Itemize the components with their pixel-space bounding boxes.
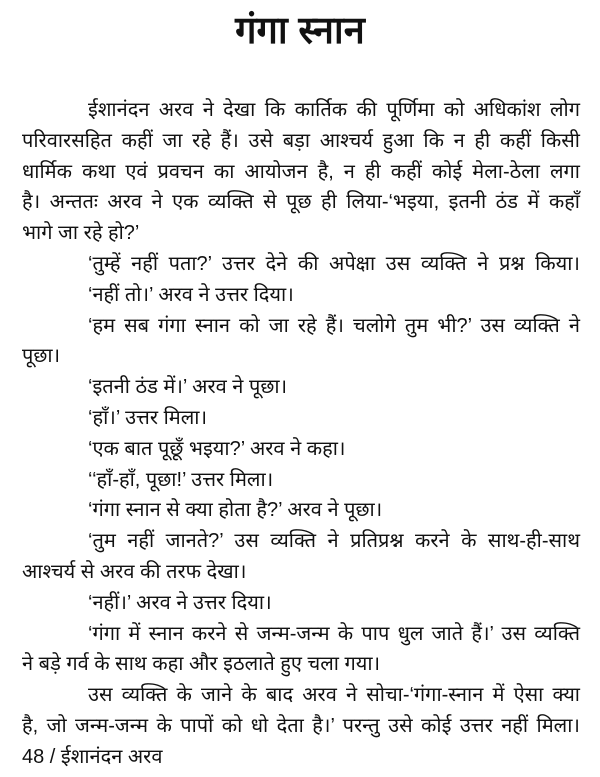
text-line: ‘एक बात पूछूँ भइया?’ अरव ने कहा। xyxy=(88,437,346,460)
text-line: ‘तुम नहीं जानते?’ उस व्यक्ति ने प्रतिप्रश्न करने के साथ-ही-साथ xyxy=(88,530,580,553)
text-line: ‘गंगा स्नान से क्या होता है?’ अरव ने पूछा। xyxy=(88,499,383,522)
text-line: पूछा। xyxy=(22,345,61,368)
text-line: ‘नहीं तो।’ अरव ने उत्तर दिया। xyxy=(88,283,294,306)
text-line: ‘इतनी ठंड में।’ अरव ने पूछा। xyxy=(88,376,288,399)
page-footer: 48 / ईशानंदन अरव xyxy=(22,746,163,768)
text-line: ‘हाँ।’ उत्तर मिला। xyxy=(88,406,208,429)
text-line: ‘गंगा में स्नान करने से जन्म-जन्म के पाप धुल जाते हैं।’ उस व्यक्ति xyxy=(88,622,580,645)
text-line: ‘हम सब गंगा स्नान को जा रहे हैं। चलोगे तुम भी?’ उस व्यक्ति ने xyxy=(88,314,580,337)
text-line: ईशानंदन अरव ने देखा कि कार्तिक की पूर्णिमा को अधिकांश लोग xyxy=(88,99,580,121)
text-line: ‘नहीं।’ अरव ने उत्तर दिया। xyxy=(88,591,272,614)
text-line: भागे जा रहे हो?’ xyxy=(22,222,140,245)
text-line: है। अन्ततः अरव ने एक व्यक्ति से पूछ ही लिया-‘भइया, इतनी ठंड में कहाँ xyxy=(22,191,580,214)
text-line: धार्मिक कथा एवं प्रवचन का आयोजन है, न ही कहीं कोई मेला-ठेला लगा xyxy=(22,160,580,183)
text-line: ने बड़े गर्व के साथ कहा और इठलाते हुए चला गया। xyxy=(22,653,381,676)
text-line: है, जो जन्म-जन्म के पापों को धो देता है।’ परन्तु उसे कोई उत्तर नहीं मिला। xyxy=(22,714,580,737)
text-line: ‘तुम्हें नहीं पता?’ उत्तर देने की अपेक्षा उस व्यक्ति ने प्रश्न किया। xyxy=(88,252,580,275)
text-line: आश्चर्य से अरव की तरफ देखा। xyxy=(22,560,247,583)
page-title: गंगा स्नान xyxy=(235,10,365,52)
text-line: ‘‘हाँ-हाँ, पूछा!’ उत्तर मिला। xyxy=(88,468,274,491)
text-line: परिवारसहित कहीं जा रहे हैं। उसे बड़ा आश्चर्य हुआ कि न ही कहीं किसी xyxy=(22,129,580,152)
story-body xyxy=(22,95,580,742)
text-line: उस व्यक्ति के जाने के बाद अरव ने सोचा-‘गंगा-स्नान में ऐसा क्या xyxy=(88,684,580,707)
